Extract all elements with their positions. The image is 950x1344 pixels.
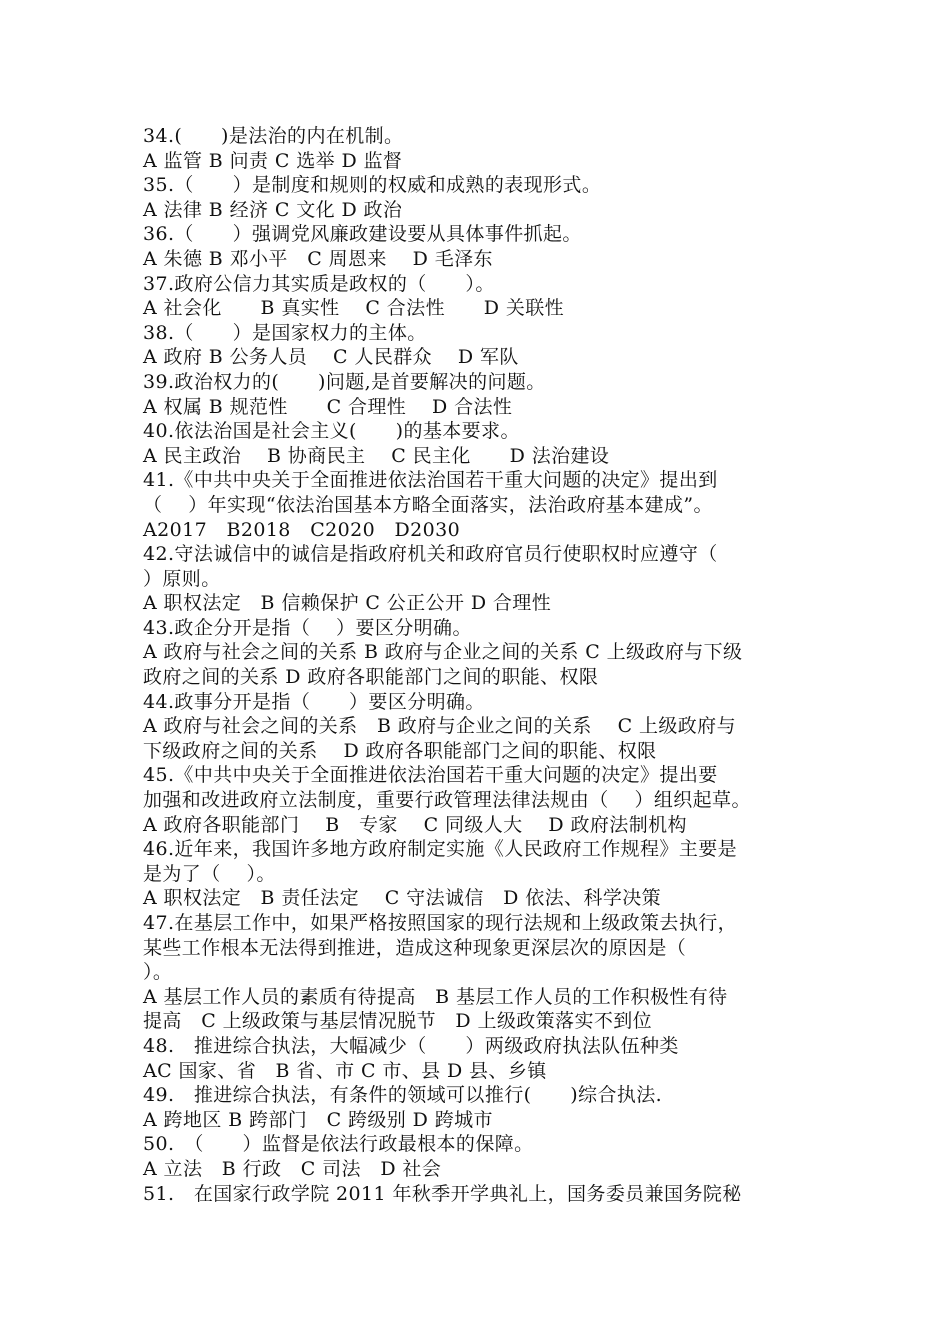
text-line: 50. （ ）监督是依法行政最根本的保障。: [143, 1133, 534, 1156]
text-line: 34.( )是法治的内在机制。: [143, 125, 404, 147]
text-line: 41.《中共中央关于全面推进依法治国若干重大问题的决定》提出到: [143, 469, 718, 492]
text-line: 48. 推进综合执法，大幅减少（ ）两级政府执法队伍种类: [143, 1034, 679, 1057]
text-line: 51. 在国家行政学院 2011 年秋季开学典礼上，国务委员兼国务院秘: [143, 1182, 742, 1205]
text-line: A 政府与社会之间的关系 B 政府与企业之间的关系 C 上级政府与下级: [143, 641, 743, 664]
text-line: A 跨地区 B 跨部门 C 跨级别 D 跨城市: [143, 1108, 493, 1131]
text-line: 加强和改进政府立法制度，重要行政管理法律法规由（ ）组织起草。: [143, 789, 751, 812]
text-line: 36.（ ）强调党风廉政建设要从具体事件抓起。: [143, 223, 582, 246]
text-line: 政府之间的关系 D 政府各职能部门之间的职能、权限: [143, 666, 599, 689]
text-line: AC 国家、省 B 省、市 C 市、县 D 县、乡镇: [143, 1059, 547, 1082]
text-line: A 朱德 B 邓小平 C 周恩来 D 毛泽东: [143, 247, 493, 270]
text-line: A 监管 B 问责 C 选举 D 监督: [143, 149, 403, 172]
text-line: 45.《中共中央关于全面推进依法治国若干重大问题的决定》提出要: [143, 764, 718, 787]
text-line: A 权属 B 规范性 C 合理性 D 合法性: [143, 395, 513, 418]
text-line: 35.（ ）是制度和规则的权威和成熟的表现形式。: [143, 174, 602, 197]
text-line: 46.近年来，我国许多地方政府制定实施《人民政府工作规程》主要是: [143, 838, 738, 861]
text-line: 提高 C 上级政策与基层情况脱节 D 上级政策落实不到位: [143, 1010, 653, 1033]
text-line: 38.（ ）是国家权力的主体。: [143, 321, 427, 344]
text-line: A2017 B2018 C2020 D2030: [143, 518, 461, 541]
text-line: A 社会化 B 真实性 C 合法性 D 关联性: [143, 297, 565, 320]
text-line: A 法律 B 经济 C 文化 D 政治: [143, 198, 403, 221]
text-line: ）原则。: [143, 567, 221, 590]
text-line: 40.依法治国是社会主义( )的基本要求。: [143, 420, 520, 443]
text-line: 43.政企分开是指（ ）要区分明确。: [143, 616, 472, 639]
text-line: A 政府各职能部门 B 专家 C 同级人大 D 政府法制机构: [143, 813, 687, 836]
text-line: 是为了（ ）。: [143, 862, 276, 885]
text-line: A 职权法定 B 责任法定 C 守法诚信 D 依法、科学决策: [143, 887, 662, 910]
text-line: 47.在基层工作中，如果严格按照国家的现行法规和上级政策去执行，: [143, 912, 738, 934]
text-line: 下级政府之间的关系 D 政府各职能部门之间的职能、权限: [143, 739, 657, 762]
text-line: ）。: [143, 961, 173, 984]
text-line: （ ）年实现“依法治国基本方略全面落实，法治政府基本建成”。: [143, 493, 713, 516]
text-line: A 政府与社会之间的关系 B 政府与企业之间的关系 C 上级政府与: [143, 715, 736, 738]
text-line: A 立法 B 行政 C 司法 D 社会: [143, 1157, 442, 1180]
question-list: [143, 124, 823, 1206]
text-line: A 民主政治 B 协商民主 C 民主化 D 法治建设: [143, 444, 610, 467]
text-line: A 职权法定 B 信赖保护 C 公正公开 D 合理性: [143, 592, 552, 615]
text-line: A 政府 B 公务人员 C 人民群众 D 军队: [143, 346, 519, 369]
text-line: 37.政府公信力其实质是政权的（ ）。: [143, 272, 495, 295]
text-line: 某些工作根本无法得到推进，造成这种现象更深层次的原因是（: [143, 936, 687, 959]
text-line: 39.政治权力的( )问题,是首要解决的问题。: [143, 370, 546, 393]
text-line: 49. 推进综合执法，有条件的领域可以推行( )综合执法.: [143, 1084, 663, 1107]
text-line: 44.政事分开是指（ ）要区分明确。: [143, 690, 485, 713]
text-line: 42.守法诚信中的诚信是指政府机关和政府官员行使职权时应遵守（: [143, 543, 718, 566]
text-line: A 基层工作人员的素质有待提高 B 基层工作人员的工作积极性有待: [143, 985, 728, 1008]
